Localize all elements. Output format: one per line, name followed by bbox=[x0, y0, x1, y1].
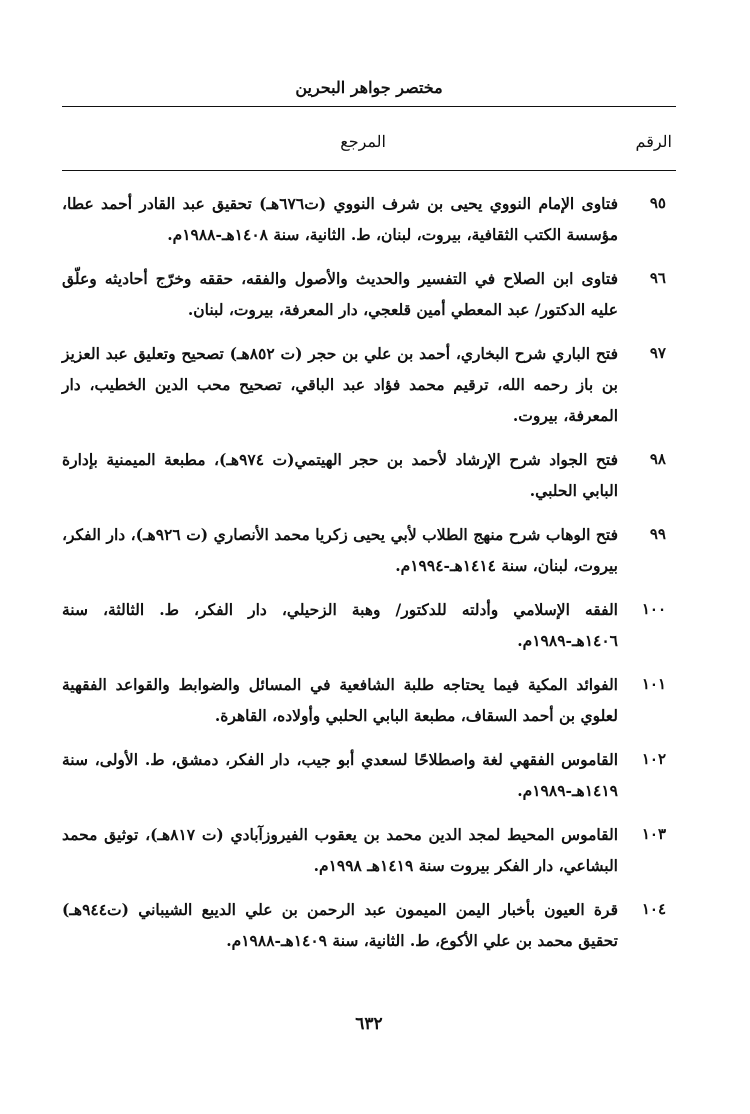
reference-entry bbox=[62, 338, 676, 431]
entry-number: ١٠٢ bbox=[641, 750, 666, 768]
running-head: مختصر جواهر البحرين bbox=[295, 78, 443, 97]
entry-number: ٩٥ bbox=[649, 194, 666, 212]
entry-text: الفقه الإسلامي وأدلته للدكتور/ وهبة الزحيلي، دار الفكر، ط. الثالثة، سنة ١٤٠٦هـ-١٩٨٩م. bbox=[62, 600, 618, 650]
entry-number: ١٠١ bbox=[641, 675, 666, 693]
page-number: ٦٣٢ bbox=[355, 1014, 383, 1034]
column-header-number: الرقم bbox=[635, 132, 672, 151]
entry-text: فتاوى ابن الصلاح في التفسير والحديث والأصول والفقه، حققه وخرّج أحاديثه وعلّق عليه الدكتور/ عبد المعطي أمين قلعجي، دار المعرفة، بيروت، لبنان. bbox=[62, 269, 618, 319]
entry-text: الفوائد المكية فيما يحتاجه طلبة الشافعية في المسائل والضوابط والقواعد الفقهية لعلوي بن أحمد السقاف، مطبعة البابي الحلبي وأولاده، القاهرة. bbox=[62, 675, 618, 725]
reference-list bbox=[62, 188, 676, 969]
book-page bbox=[62, 0, 676, 1114]
entry-text: فتح الجواد شرح الإرشاد لأحمد بن حجر الهيتمي(ت ٩٧٤هـ)، مطبعة الميمنية بإدارة البابي الحلبي. bbox=[62, 450, 619, 500]
entry-text: القاموس المحيط لمجد الدين محمد بن يعقوب الفيروزآبادي (ت ٨١٧هـ)، توثيق محمد البشاعي، دار الفكر بيروت سنة ١٤١٩هـ ١٩٩٨م. bbox=[62, 825, 619, 875]
reference-entry bbox=[62, 444, 676, 506]
entry-number: ٩٦ bbox=[649, 269, 666, 287]
entry-text: القاموس الفقهي لغة واصطلاحًا لسعدي أبو جيب، دار الفكر، دمشق، ط. الأولى، سنة ١٤١٩هـ-١٩٨٩م. bbox=[62, 750, 618, 800]
reference-entry bbox=[62, 819, 676, 881]
header-rule bbox=[62, 106, 676, 107]
reference-entry bbox=[62, 669, 676, 731]
entry-number: ١٠٠ bbox=[641, 600, 666, 618]
entry-text: فتح الوهاب شرح منهج الطلاب لأبي يحيى زكريا محمد الأنصاري (ت ٩٢٦هـ)، دار الفكر، بيروت، لبنان، سنة ١٤١٤هـ-١٩٩٤م. bbox=[62, 525, 618, 575]
entry-number: ٩٧ bbox=[649, 344, 666, 362]
reference-entry bbox=[62, 594, 676, 656]
entry-number: ١٠٤ bbox=[641, 900, 666, 918]
column-header-rule bbox=[62, 170, 676, 171]
entry-text: فتح الباري شرح البخاري، أحمد بن علي بن حجر (ت ٨٥٢هـ) تصحيح وتعليق عبد العزيز بن باز رحمه الله، ترقيم محمد فؤاد عبد الباقي، تصحيح محب الدين الخطيب، دار المعرفة، بيروت. bbox=[62, 344, 619, 425]
entry-text: فتاوى الإمام النووي يحيى بن شرف النووي (ت٦٧٦هـ) تحقيق عبد القادر أحمد عطا، مؤسسة الكتب الثقافية، بيروت، لبنان، ط. الثانية، سنة ١٤٠٨هـ-١٩٨٨م. bbox=[62, 194, 618, 244]
reference-entry bbox=[62, 188, 676, 250]
reference-entry bbox=[62, 519, 676, 581]
reference-entry bbox=[62, 894, 676, 956]
entry-number: ٩٩ bbox=[649, 525, 666, 543]
entry-number: ١٠٣ bbox=[641, 825, 666, 843]
reference-entry bbox=[62, 744, 676, 806]
column-header-reference: المرجع bbox=[340, 132, 386, 151]
entry-text: قرة العيون بأخبار اليمن الميمون عبد الرحمن بن علي الديبع الشيباني (ت٩٤٤هـ) تحقيق محمد بن علي الأكوع، ط. الثانية، سنة ١٤٠٩هـ-١٩٨٨م. bbox=[62, 900, 618, 950]
reference-entry bbox=[62, 263, 676, 325]
entry-number: ٩٨ bbox=[649, 450, 666, 468]
